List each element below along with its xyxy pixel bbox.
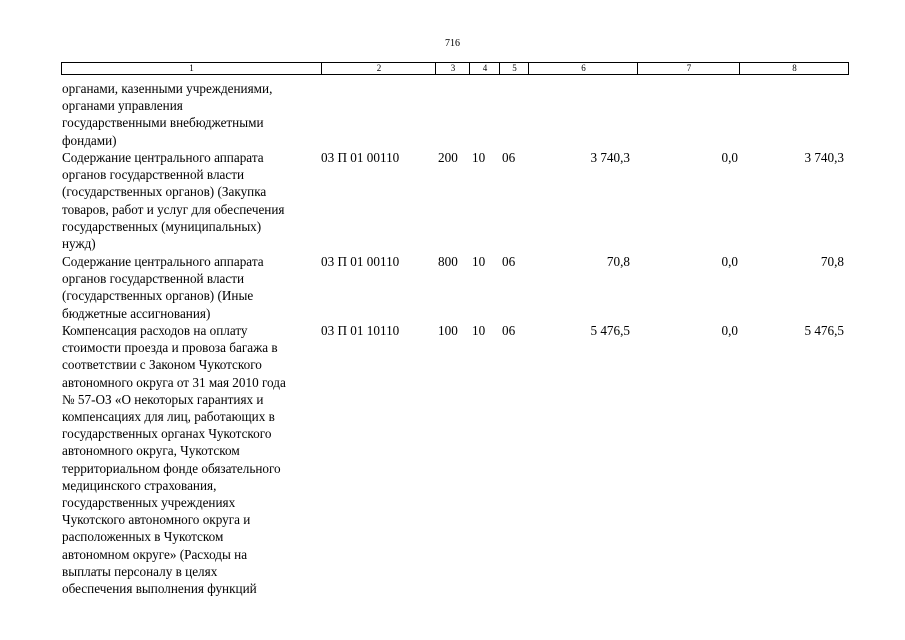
row-col-5: 06 bbox=[502, 254, 516, 269]
header-col-4: 4 bbox=[469, 63, 500, 74]
text-line: фондами) bbox=[62, 132, 117, 148]
row-col-5: 06 bbox=[502, 150, 516, 165]
header-col-1: 1 bbox=[189, 63, 194, 73]
row-col-4: 10 bbox=[472, 254, 486, 269]
row-col-4: 10 bbox=[472, 323, 486, 338]
text-line: органами управления bbox=[62, 98, 183, 114]
text-line: стоимости проезда и провоза багажа в bbox=[62, 340, 278, 356]
table-header bbox=[61, 62, 849, 75]
row-description bbox=[62, 322, 318, 597]
row-col-4: 10 bbox=[472, 150, 486, 165]
row-col-6: 3 740,3 bbox=[590, 150, 630, 165]
row-col-8: 5 476,5 bbox=[804, 323, 844, 338]
header-col-7: 7 bbox=[637, 63, 740, 74]
page-number: 716 bbox=[445, 38, 460, 49]
header-col-2: 2 bbox=[321, 63, 436, 74]
text-line: государственных органах Чукотского bbox=[62, 426, 272, 442]
text-line: (государственных органов) (Иные bbox=[62, 288, 254, 304]
row-col-8: 3 740,3 bbox=[804, 150, 844, 165]
text-line: государственными внебюджетными bbox=[62, 115, 264, 131]
text-line: Содержание центрального аппарата bbox=[62, 150, 264, 165]
row-code: 03 П 01 10110 bbox=[321, 323, 400, 338]
text-line: государственных (муниципальных) bbox=[62, 218, 262, 234]
text-line: территориальном фонде обязательного bbox=[62, 460, 281, 476]
row-code: 03 П 01 00110 bbox=[321, 254, 400, 269]
text-line: выплаты персоналу в целях bbox=[62, 563, 218, 579]
row-col-7: 0,0 bbox=[721, 254, 738, 269]
text-line: органов государственной власти bbox=[62, 167, 245, 183]
row-col-7: 0,0 bbox=[721, 323, 738, 338]
text-line: Содержание центрального аппарата bbox=[62, 254, 264, 269]
row-code: 03 П 01 00110 bbox=[321, 150, 400, 165]
text-line: Чукотского автономного округа и bbox=[62, 512, 251, 528]
row-col-8: 70,8 bbox=[820, 254, 844, 269]
row-col-3: 100 bbox=[438, 323, 458, 338]
row-col-6: 70,8 bbox=[606, 254, 630, 269]
header-col-3: 3 bbox=[435, 63, 470, 74]
text-line: обеспечения выполнения функций bbox=[62, 581, 257, 597]
text-line: компенсациях для лиц, работающих в bbox=[62, 409, 275, 425]
row-description bbox=[62, 149, 318, 252]
row-col-3: 200 bbox=[438, 150, 458, 165]
text-line: автономном округе» (Расходы на bbox=[62, 546, 248, 562]
text-line: (государственных органов) (Закупка bbox=[62, 184, 267, 200]
row-description bbox=[62, 253, 318, 322]
text-line: бюджетные ассигнования) bbox=[62, 305, 211, 321]
header-col-8: 8 bbox=[739, 63, 849, 74]
text-line: медицинского страхования, bbox=[62, 477, 217, 493]
text-line: государственных учреждениях bbox=[62, 495, 236, 511]
text-line: товаров, работ и услуг для обеспечения bbox=[62, 201, 285, 217]
text-line: автономного округа, Чукотском bbox=[62, 443, 240, 459]
header-col-5: 5 bbox=[499, 63, 529, 74]
text-line: нужд) bbox=[62, 236, 96, 252]
row-col-3: 800 bbox=[438, 254, 458, 269]
text-line: № 57-ОЗ «О некоторых гарантиях и bbox=[62, 391, 264, 407]
header-col-6: 6 bbox=[528, 63, 638, 74]
text-line: соответствии с Законом Чукотского bbox=[62, 357, 262, 373]
text-line: автономного округа от 31 мая 2010 года bbox=[62, 374, 286, 390]
row-col-5: 06 bbox=[502, 323, 516, 338]
row-col-6: 5 476,5 bbox=[590, 323, 630, 338]
row-col-7: 0,0 bbox=[721, 150, 738, 165]
continuation-text bbox=[62, 80, 318, 149]
text-line: расположенных в Чукотском bbox=[62, 529, 224, 545]
text-line: органами, казенными учреждениями, bbox=[62, 81, 273, 96]
text-line: Компенсация расходов на оплату bbox=[62, 323, 248, 338]
text-line: органов государственной власти bbox=[62, 271, 245, 287]
